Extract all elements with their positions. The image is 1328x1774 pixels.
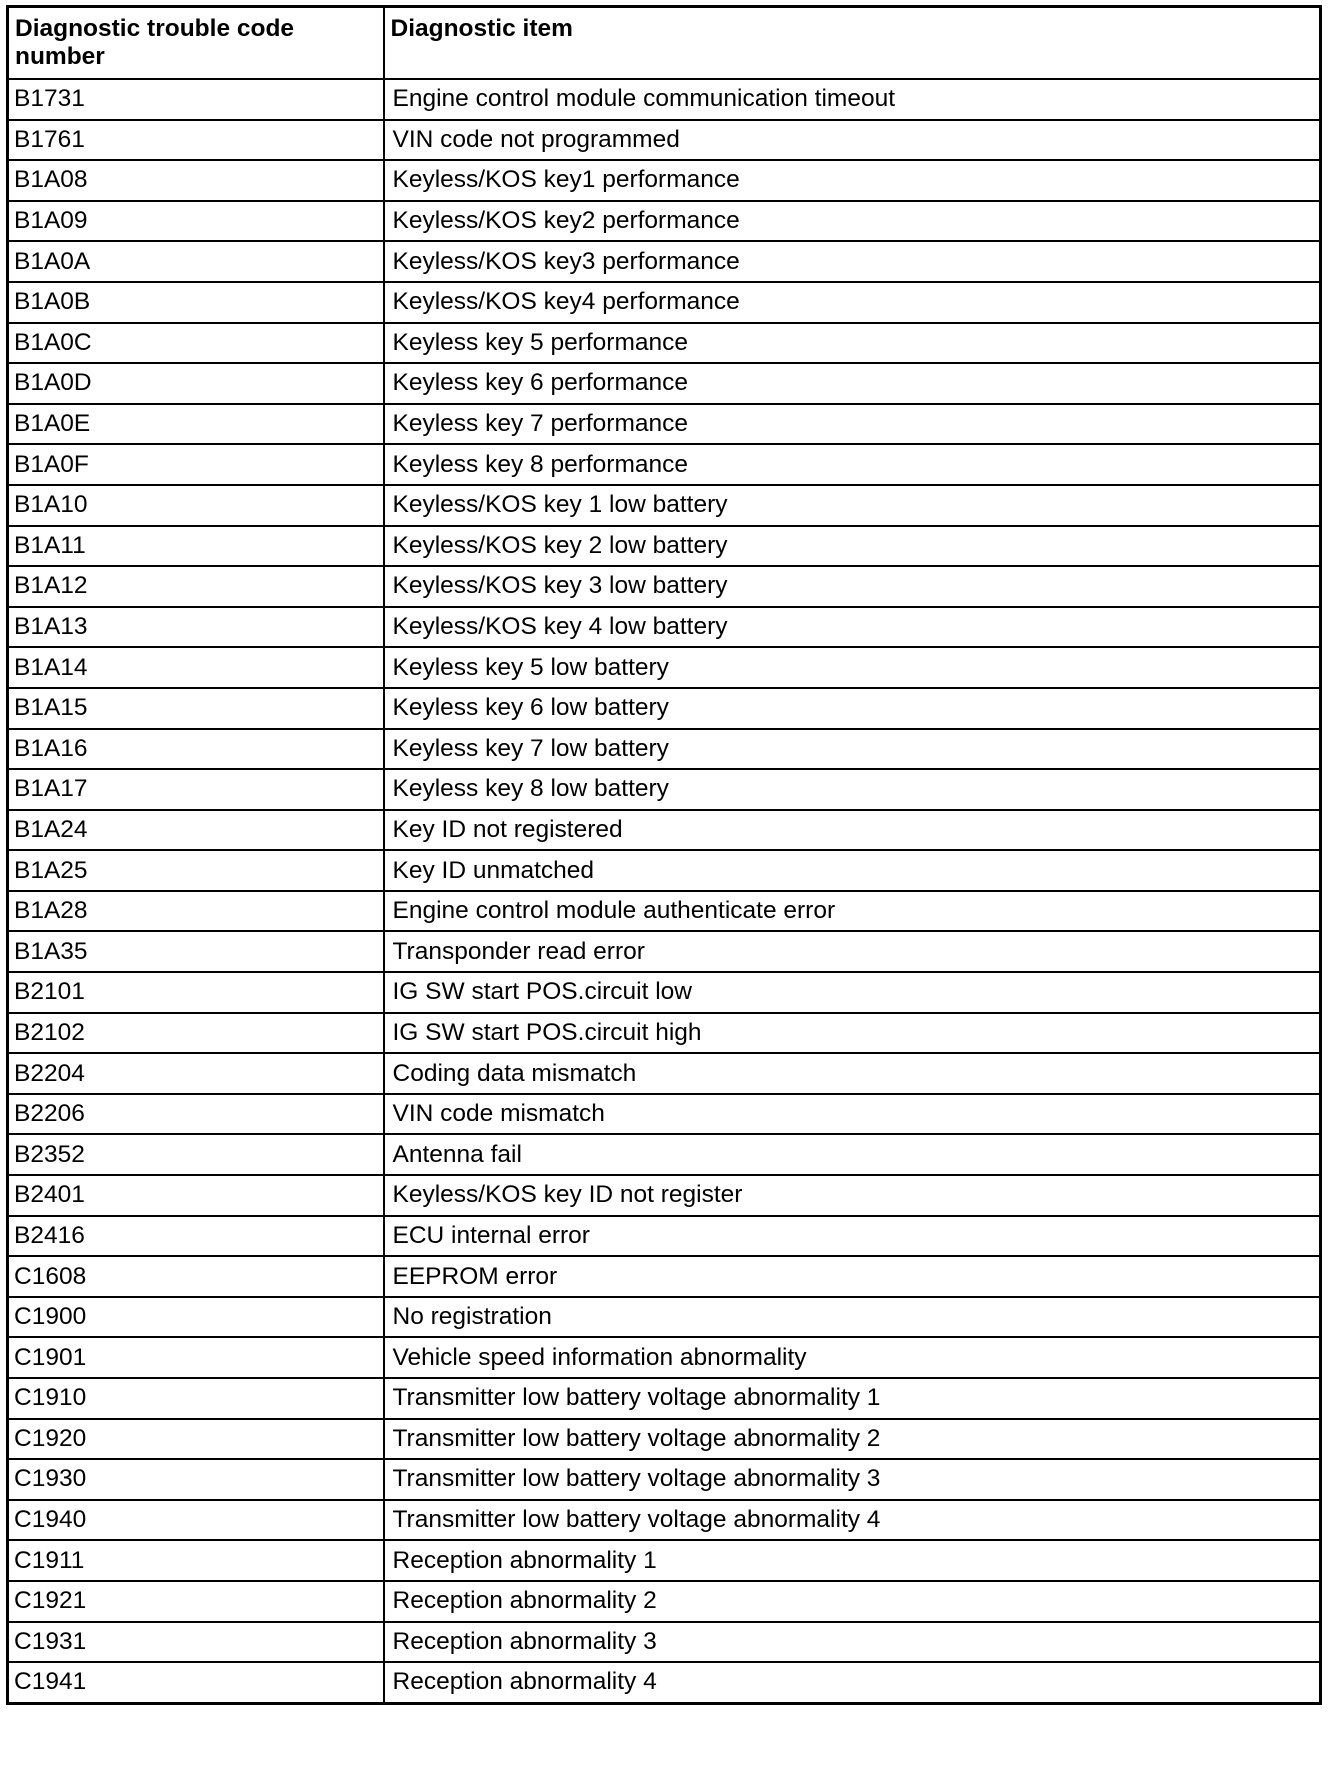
diagnostic-item-cell: Keyless key 5 low battery <box>384 647 1321 688</box>
table-row <box>8 1459 1321 1500</box>
table-row <box>8 607 1321 648</box>
dtc-code-cell: B1A0E <box>8 404 384 445</box>
table-row <box>8 931 1321 972</box>
table-row <box>8 972 1321 1013</box>
table-row <box>8 1094 1321 1135</box>
table-row <box>8 1013 1321 1054</box>
dtc-code-cell: B1A13 <box>8 607 384 648</box>
table-row <box>8 1216 1321 1257</box>
diagnostic-item-cell: VIN code not programmed <box>384 120 1321 161</box>
table-row <box>8 323 1321 364</box>
dtc-code-cell: C1931 <box>8 1622 384 1663</box>
table-header <box>8 7 1321 80</box>
diagnostic-item-cell: VIN code mismatch <box>384 1094 1321 1135</box>
dtc-code-cell: B1A17 <box>8 769 384 810</box>
table-row <box>8 120 1321 161</box>
diagnostic-item-cell: Keyless/KOS key 1 low battery <box>384 485 1321 526</box>
diagnostic-item-cell: Transmitter low battery voltage abnormality 2 <box>384 1419 1321 1460</box>
table-row <box>8 241 1321 282</box>
table-row <box>8 729 1321 770</box>
table-row <box>8 1500 1321 1541</box>
dtc-code-cell: C1930 <box>8 1459 384 1500</box>
diagnostic-item-cell: Keyless/KOS key3 performance <box>384 241 1321 282</box>
table-row <box>8 566 1321 607</box>
dtc-code-cell: B1A25 <box>8 850 384 891</box>
dtc-code-cell: B1761 <box>8 120 384 161</box>
dtc-code-cell: C1941 <box>8 1662 384 1703</box>
diagnostic-item-cell: Keyless key 5 performance <box>384 323 1321 364</box>
table-row <box>8 688 1321 729</box>
dtc-code-cell: B2352 <box>8 1134 384 1175</box>
table-row <box>8 363 1321 404</box>
diagnostic-item-cell: IG SW start POS.circuit high <box>384 1013 1321 1054</box>
dtc-code-cell: B1A0C <box>8 323 384 364</box>
diagnostic-item-cell: Reception abnormality 1 <box>384 1540 1321 1581</box>
dtc-code-cell: B1A14 <box>8 647 384 688</box>
header-item: Diagnostic item <box>384 7 1321 80</box>
diagnostic-item-cell: Reception abnormality 2 <box>384 1581 1321 1622</box>
diagnostic-item-cell: Coding data mismatch <box>384 1053 1321 1094</box>
dtc-code-cell: C1940 <box>8 1500 384 1541</box>
diagnostic-item-cell: Vehicle speed information abnormality <box>384 1337 1321 1378</box>
dtc-code-cell: B1A0D <box>8 363 384 404</box>
dtc-code-cell: B1A15 <box>8 688 384 729</box>
dtc-code-cell: B2401 <box>8 1175 384 1216</box>
table-row <box>8 79 1321 120</box>
dtc-code-cell: B1A16 <box>8 729 384 770</box>
dtc-code-cell: C1911 <box>8 1540 384 1581</box>
diagnostic-item-cell: Keyless/KOS key 4 low battery <box>384 607 1321 648</box>
table-row <box>8 769 1321 810</box>
diagnostic-item-cell: Key ID not registered <box>384 810 1321 851</box>
diagnostic-item-cell: No registration <box>384 1297 1321 1338</box>
diagnostic-item-cell: Keyless key 7 performance <box>384 404 1321 445</box>
dtc-code-cell: B2102 <box>8 1013 384 1054</box>
table-row <box>8 1337 1321 1378</box>
dtc-code-cell: B2206 <box>8 1094 384 1135</box>
table-body <box>8 79 1321 1703</box>
diagnostic-item-cell: Reception abnormality 3 <box>384 1622 1321 1663</box>
table-row <box>8 485 1321 526</box>
dtc-code-cell: B1A12 <box>8 566 384 607</box>
diagnostic-item-cell: Keyless/KOS key 2 low battery <box>384 526 1321 567</box>
diagnostic-item-cell: Keyless key 7 low battery <box>384 729 1321 770</box>
table-row <box>8 404 1321 445</box>
diagnostic-item-cell: Transmitter low battery voltage abnormality 1 <box>384 1378 1321 1419</box>
diagnostic-item-cell: Keyless/KOS key2 performance <box>384 201 1321 242</box>
table-row <box>8 444 1321 485</box>
document-page <box>6 5 1319 1705</box>
table-row <box>8 1419 1321 1460</box>
table-row <box>8 1053 1321 1094</box>
dtc-code-cell: B2101 <box>8 972 384 1013</box>
table-row <box>8 526 1321 567</box>
table-row <box>8 1378 1321 1419</box>
dtc-code-cell: B2204 <box>8 1053 384 1094</box>
diagnostic-item-cell: Antenna fail <box>384 1134 1321 1175</box>
diagnostic-item-cell: Key ID unmatched <box>384 850 1321 891</box>
diagnostic-item-cell: Keyless/KOS key ID not register <box>384 1175 1321 1216</box>
diagnostic-item-cell: Engine control module communication timeout <box>384 79 1321 120</box>
dtc-code-cell: B1A28 <box>8 891 384 932</box>
dtc-code-cell: B2416 <box>8 1216 384 1257</box>
dtc-code-cell: C1608 <box>8 1256 384 1297</box>
table-row <box>8 201 1321 242</box>
dtc-code-cell: B1A09 <box>8 201 384 242</box>
diagnostic-item-cell: Keyless/KOS key1 performance <box>384 160 1321 201</box>
dtc-code-cell: B1A0A <box>8 241 384 282</box>
diagnostic-item-cell: Reception abnormality 4 <box>384 1662 1321 1703</box>
dtc-code-cell: B1A35 <box>8 931 384 972</box>
diagnostic-item-cell: EEPROM error <box>384 1256 1321 1297</box>
diagnostic-item-cell: Transmitter low battery voltage abnormality 4 <box>384 1500 1321 1541</box>
table-row <box>8 810 1321 851</box>
dtc-code-cell: C1900 <box>8 1297 384 1338</box>
table-row <box>8 1622 1321 1663</box>
table-row <box>8 891 1321 932</box>
dtc-code-cell: B1A24 <box>8 810 384 851</box>
diagnostic-item-cell: Keyless key 8 performance <box>384 444 1321 485</box>
diagnostic-item-cell: Keyless/KOS key4 performance <box>384 282 1321 323</box>
header-row <box>8 7 1321 80</box>
dtc-code-cell: C1920 <box>8 1419 384 1460</box>
diagnostic-item-cell: Transponder read error <box>384 931 1321 972</box>
table-row <box>8 850 1321 891</box>
diagnostic-item-cell: Keyless key 8 low battery <box>384 769 1321 810</box>
diagnostic-item-cell: Keyless key 6 performance <box>384 363 1321 404</box>
dtc-code-cell: B1A0B <box>8 282 384 323</box>
dtc-code-cell: B1A0F <box>8 444 384 485</box>
table-row <box>8 1175 1321 1216</box>
table-row <box>8 1134 1321 1175</box>
dtc-code-cell: C1921 <box>8 1581 384 1622</box>
diagnostic-item-cell: Transmitter low battery voltage abnormality 3 <box>384 1459 1321 1500</box>
diagnostic-item-cell: ECU internal error <box>384 1216 1321 1257</box>
dtc-code-cell: B1A08 <box>8 160 384 201</box>
table-row <box>8 1581 1321 1622</box>
dtc-code-cell: C1910 <box>8 1378 384 1419</box>
dtc-table <box>6 5 1322 1705</box>
diagnostic-item-cell: Keyless/KOS key 3 low battery <box>384 566 1321 607</box>
dtc-code-cell: B1A10 <box>8 485 384 526</box>
header-code: Diagnostic trouble code number <box>8 7 384 80</box>
table-row <box>8 1256 1321 1297</box>
dtc-code-cell: B1731 <box>8 79 384 120</box>
diagnostic-item-cell: Keyless key 6 low battery <box>384 688 1321 729</box>
table-row <box>8 1297 1321 1338</box>
diagnostic-item-cell: IG SW start POS.circuit low <box>384 972 1321 1013</box>
table-row <box>8 282 1321 323</box>
dtc-code-cell: C1901 <box>8 1337 384 1378</box>
diagnostic-item-cell: Engine control module authenticate error <box>384 891 1321 932</box>
table-row <box>8 160 1321 201</box>
table-row <box>8 1662 1321 1703</box>
table-row <box>8 647 1321 688</box>
dtc-code-cell: B1A11 <box>8 526 384 567</box>
table-row <box>8 1540 1321 1581</box>
